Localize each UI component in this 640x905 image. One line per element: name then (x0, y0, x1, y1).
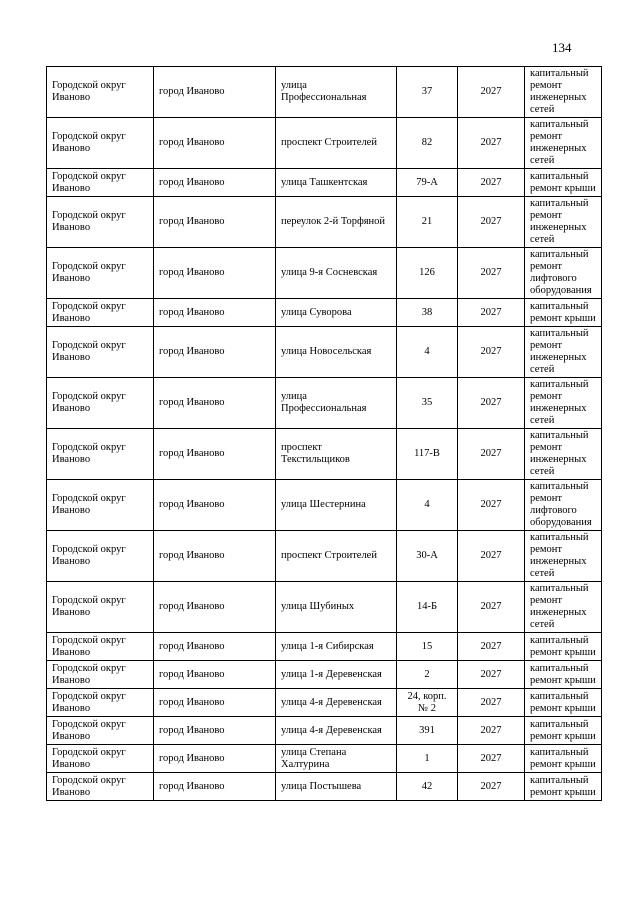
house-number-cell: 79-А (397, 169, 458, 197)
year-cell: 2027 (458, 378, 525, 429)
year-cell: 2027 (458, 633, 525, 661)
city-cell: город Иваново (154, 582, 276, 633)
work-type-cell: капитальный ремонт крыши (525, 773, 602, 801)
table-row (47, 248, 602, 299)
city-cell: город Иваново (154, 633, 276, 661)
work-type-cell: капитальный ремонт крыши (525, 745, 602, 773)
house-number-cell: 2 (397, 661, 458, 689)
work-type-cell: капитальный ремонт инженерных сетей (525, 67, 602, 118)
work-type-cell: капитальный ремонт лифтового оборудования (525, 248, 602, 299)
house-number-cell: 35 (397, 378, 458, 429)
work-type-cell: капитальный ремонт инженерных сетей (525, 531, 602, 582)
city-cell: город Иваново (154, 299, 276, 327)
house-number-cell: 42 (397, 773, 458, 801)
year-cell: 2027 (458, 582, 525, 633)
district-cell: Городской округ Иваново (47, 661, 154, 689)
street-cell: улица 9-я Сосневская (276, 248, 397, 299)
table-row (47, 378, 602, 429)
district-cell: Городской округ Иваново (47, 633, 154, 661)
district-cell: Городской округ Иваново (47, 717, 154, 745)
district-cell: Городской округ Иваново (47, 378, 154, 429)
district-cell: Городской округ Иваново (47, 118, 154, 169)
city-cell: город Иваново (154, 773, 276, 801)
district-cell: Городской округ Иваново (47, 773, 154, 801)
registry-body (47, 67, 602, 801)
house-number-cell: 30-А (397, 531, 458, 582)
district-cell: Городской округ Иваново (47, 67, 154, 118)
work-type-cell: капитальный ремонт инженерных сетей (525, 429, 602, 480)
table-row (47, 661, 602, 689)
table-row (47, 773, 602, 801)
house-number-cell: 4 (397, 480, 458, 531)
table-row (47, 327, 602, 378)
city-cell: город Иваново (154, 197, 276, 248)
year-cell: 2027 (458, 745, 525, 773)
street-cell: улица 4-я Деревенская (276, 689, 397, 717)
table-row (47, 582, 602, 633)
work-type-cell: капитальный ремонт инженерных сетей (525, 582, 602, 633)
street-cell: улица Профессиональная (276, 378, 397, 429)
work-type-cell: капитальный ремонт крыши (525, 717, 602, 745)
district-cell: Городской округ Иваново (47, 480, 154, 531)
street-cell: переулок 2-й Торфяной (276, 197, 397, 248)
table-row (47, 169, 602, 197)
city-cell: город Иваново (154, 480, 276, 531)
registry-table (46, 66, 602, 801)
district-cell: Городской округ Иваново (47, 169, 154, 197)
house-number-cell: 4 (397, 327, 458, 378)
work-type-cell: капитальный ремонт крыши (525, 633, 602, 661)
city-cell: город Иваново (154, 661, 276, 689)
year-cell: 2027 (458, 248, 525, 299)
street-cell: улица Шестернина (276, 480, 397, 531)
district-cell: Городской округ Иваново (47, 299, 154, 327)
year-cell: 2027 (458, 717, 525, 745)
district-cell: Городской округ Иваново (47, 689, 154, 717)
house-number-cell: 82 (397, 118, 458, 169)
year-cell: 2027 (458, 773, 525, 801)
table-row (47, 717, 602, 745)
district-cell: Городской округ Иваново (47, 582, 154, 633)
district-cell: Городской округ Иваново (47, 327, 154, 378)
street-cell: улица 1-я Сибирская (276, 633, 397, 661)
street-cell: улица 4-я Деревенская (276, 717, 397, 745)
year-cell: 2027 (458, 67, 525, 118)
city-cell: город Иваново (154, 378, 276, 429)
city-cell: город Иваново (154, 717, 276, 745)
street-cell: улица Ташкентская (276, 169, 397, 197)
table-row (47, 480, 602, 531)
city-cell: город Иваново (154, 67, 276, 118)
year-cell: 2027 (458, 299, 525, 327)
table-row (47, 299, 602, 327)
table-row (47, 633, 602, 661)
year-cell: 2027 (458, 118, 525, 169)
street-cell: улица Новосельская (276, 327, 397, 378)
district-cell: Городской округ Иваново (47, 745, 154, 773)
street-cell: улица Суворова (276, 299, 397, 327)
house-number-cell: 126 (397, 248, 458, 299)
table-row (47, 67, 602, 118)
house-number-cell: 37 (397, 67, 458, 118)
house-number-cell: 24, корп. № 2 (397, 689, 458, 717)
city-cell: город Иваново (154, 169, 276, 197)
year-cell: 2027 (458, 661, 525, 689)
table-row (47, 429, 602, 480)
year-cell: 2027 (458, 169, 525, 197)
street-cell: улица Степана Халтурина (276, 745, 397, 773)
table-row (47, 745, 602, 773)
work-type-cell: капитальный ремонт крыши (525, 661, 602, 689)
year-cell: 2027 (458, 197, 525, 248)
work-type-cell: капитальный ремонт инженерных сетей (525, 378, 602, 429)
work-type-cell: капитальный ремонт лифтового оборудования (525, 480, 602, 531)
table-row (47, 531, 602, 582)
house-number-cell: 1 (397, 745, 458, 773)
year-cell: 2027 (458, 689, 525, 717)
work-type-cell: капитальный ремонт крыши (525, 169, 602, 197)
district-cell: Городской округ Иваново (47, 248, 154, 299)
work-type-cell: капитальный ремонт инженерных сетей (525, 197, 602, 248)
city-cell: город Иваново (154, 531, 276, 582)
year-cell: 2027 (458, 429, 525, 480)
house-number-cell: 14-Б (397, 582, 458, 633)
city-cell: город Иваново (154, 745, 276, 773)
table-row (47, 197, 602, 248)
house-number-cell: 21 (397, 197, 458, 248)
district-cell: Городской округ Иваново (47, 197, 154, 248)
table-row (47, 689, 602, 717)
district-cell: Городской округ Иваново (47, 531, 154, 582)
city-cell: город Иваново (154, 689, 276, 717)
work-type-cell: капитальный ремонт инженерных сетей (525, 118, 602, 169)
page-number: 134 (552, 40, 572, 55)
work-type-cell: капитальный ремонт крыши (525, 689, 602, 717)
street-cell: улица Профессиональная (276, 67, 397, 118)
street-cell: проспект Строителей (276, 531, 397, 582)
city-cell: город Иваново (154, 429, 276, 480)
city-cell: город Иваново (154, 248, 276, 299)
street-cell: проспект Текстильщиков (276, 429, 397, 480)
house-number-cell: 38 (397, 299, 458, 327)
house-number-cell: 15 (397, 633, 458, 661)
work-type-cell: капитальный ремонт инженерных сетей (525, 327, 602, 378)
house-number-cell: 391 (397, 717, 458, 745)
year-cell: 2027 (458, 531, 525, 582)
street-cell: улица Постышева (276, 773, 397, 801)
district-cell: Городской округ Иваново (47, 429, 154, 480)
year-cell: 2027 (458, 480, 525, 531)
street-cell: проспект Строителей (276, 118, 397, 169)
table-row (47, 118, 602, 169)
street-cell: улица 1-я Деревенская (276, 661, 397, 689)
work-type-cell: капитальный ремонт крыши (525, 299, 602, 327)
city-cell: город Иваново (154, 327, 276, 378)
house-number-cell: 117-В (397, 429, 458, 480)
year-cell: 2027 (458, 327, 525, 378)
street-cell: улица Шубиных (276, 582, 397, 633)
city-cell: город Иваново (154, 118, 276, 169)
